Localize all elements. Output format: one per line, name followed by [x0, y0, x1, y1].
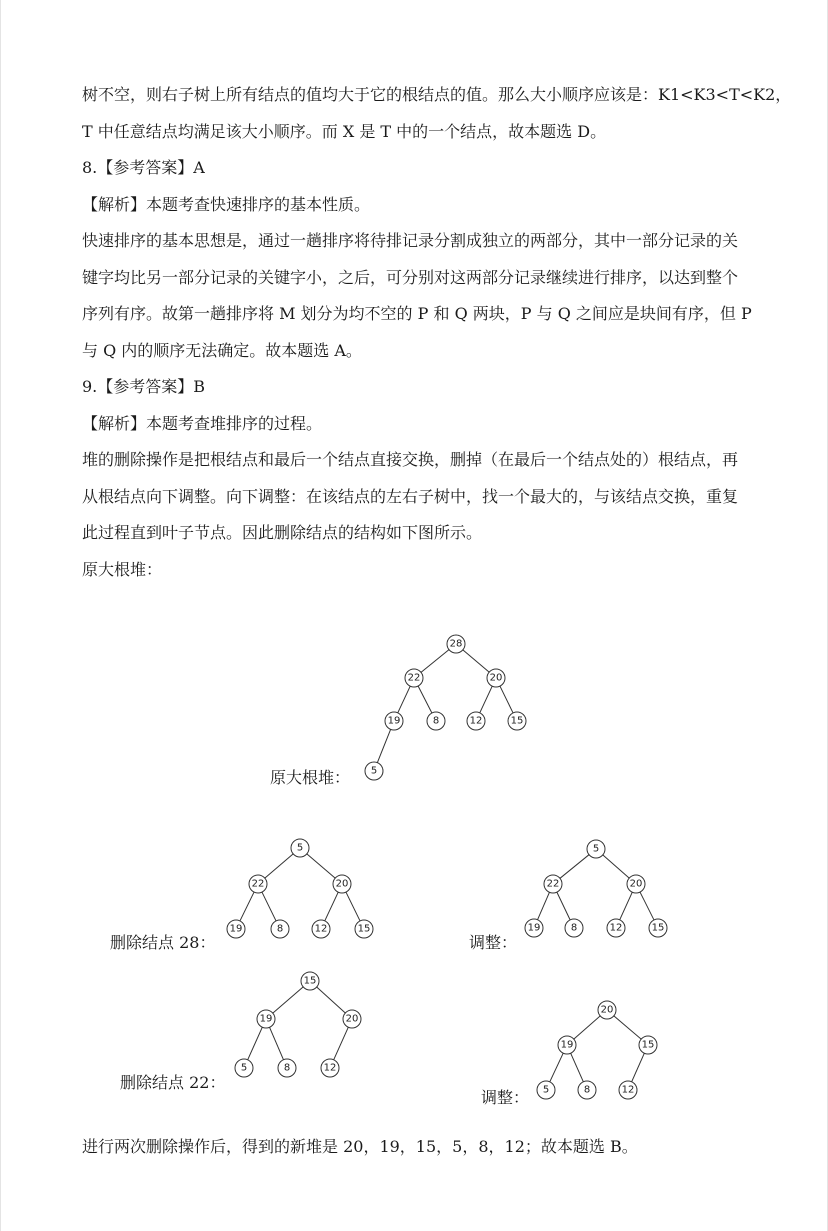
- tree-node-label: 22: [251, 878, 265, 890]
- tree-node-label: 15: [651, 922, 665, 934]
- text-line: 快速排序的基本思想是，通过一趟排序将待排记录分割成独立的两部分，其中一部分记录的关: [82, 231, 739, 250]
- tree-node: [619, 1081, 637, 1099]
- text-line: 序列有序。故第一趟排序将 M 划分为均不空的 P 和 Q 两块，P 与 Q 之间应是块间有序，但 P: [82, 304, 752, 323]
- tree-node-label: 8: [276, 923, 284, 935]
- tree-node-label: 15: [303, 975, 317, 987]
- tree-node-label: 19: [259, 1013, 273, 1025]
- tree-node-label: 22: [546, 878, 560, 890]
- tree-node-label: 19: [527, 922, 541, 934]
- tree-node-label: 5: [592, 843, 600, 855]
- tree-edge: [550, 1053, 563, 1082]
- tree-node-label: 20: [345, 1013, 359, 1025]
- figure-caption-adjust-1: 调整：: [469, 933, 518, 952]
- tree-edge: [614, 1016, 641, 1039]
- tree-node-label: 5: [240, 1062, 248, 1074]
- text-line: 树不空，则右子树上所有结点的值均大于它的根结点的值。那么大小顺序应该是：K1<K3<T<K2，: [82, 85, 792, 104]
- answer-heading-8: 8.【参考答案】A: [82, 158, 205, 177]
- tree-node-label: 19: [560, 1039, 574, 1051]
- tree-node-label: 5: [370, 765, 378, 777]
- figure-caption-adjust-2: 调整：: [481, 1088, 530, 1107]
- text-line: 原大根堆：: [82, 560, 163, 579]
- tree-node-label: 8: [432, 715, 440, 727]
- text-line: 键字均比另一部分记录的关键字小，之后，可分别对这两部分记录继续进行排序，以达到整个: [82, 268, 739, 287]
- tree-node-label: 8: [583, 1084, 591, 1096]
- tree-node-label: 12: [323, 1062, 337, 1074]
- tree-node-label: 19: [229, 923, 243, 935]
- tree-node-label: 12: [609, 922, 623, 934]
- tree-node: [639, 1036, 657, 1054]
- tree-node: [558, 1036, 576, 1054]
- tree-node-label: 22: [407, 672, 421, 684]
- answer-heading-9: 9.【参考答案】B: [82, 377, 206, 396]
- text-line: 此过程直到叶子节点。因此删除结点的结构如下图所示。: [82, 523, 483, 542]
- tree-edge: [571, 1053, 584, 1082]
- tree-node-label: 12: [314, 923, 328, 935]
- tree-node-label: 15: [357, 923, 371, 935]
- tree-node-label: 19: [387, 715, 401, 727]
- tree-node-label: 15: [510, 715, 524, 727]
- tree-node: [598, 1001, 616, 1019]
- tree-node: [537, 1081, 555, 1099]
- conclusion-text: 进行两次删除操作后，得到的新堆是 20，19，15，5，8，12；故本题选 B。: [82, 1137, 638, 1156]
- text-line: 与 Q 内的顺序无法确定。故本题选 A。: [82, 341, 362, 360]
- figure-caption-delete-28: 删除结点 28：: [110, 933, 216, 952]
- tree-node-label: 20: [335, 878, 349, 890]
- analysis-heading-9: 【解析】本题考查堆排序的过程。: [82, 414, 323, 433]
- tree-edge: [632, 1053, 645, 1082]
- tree-node-label: 12: [469, 715, 483, 727]
- analysis-heading-8: 【解析】本题考查快速排序的基本性质。: [82, 195, 371, 214]
- tree-node-label: 15: [641, 1039, 655, 1051]
- tree-node-label: 12: [621, 1084, 635, 1096]
- text-line: 从根结点向下调整。向下调整：在该结点的左右子树中，找一个最大的，与该结点交换，重复: [82, 487, 739, 506]
- tree-node-label: 20: [600, 1004, 614, 1016]
- tree-node-label: 5: [542, 1084, 550, 1096]
- text-line: 堆的删除操作是把根结点和最后一个结点直接交换，删掉（在最后一个结点处的）根结点，再: [82, 450, 739, 469]
- tree-node-label: 8: [283, 1062, 291, 1074]
- tree-node-label: 20: [629, 878, 643, 890]
- tree-edge: [574, 1016, 600, 1039]
- tree-node: [578, 1081, 596, 1099]
- figure-caption-delete-22: 删除结点 22：: [120, 1073, 226, 1092]
- tree-node-label: 28: [449, 638, 463, 650]
- text-line: T 中任意结点均满足该大小顺序。而 X 是 T 中的一个结点，故本题选 D。: [82, 122, 607, 141]
- tree-node-label: 8: [570, 922, 578, 934]
- figure-caption-original: 原大根堆：: [270, 768, 351, 787]
- tree-node-label: 5: [296, 842, 304, 854]
- tree-node-label: 20: [489, 672, 503, 684]
